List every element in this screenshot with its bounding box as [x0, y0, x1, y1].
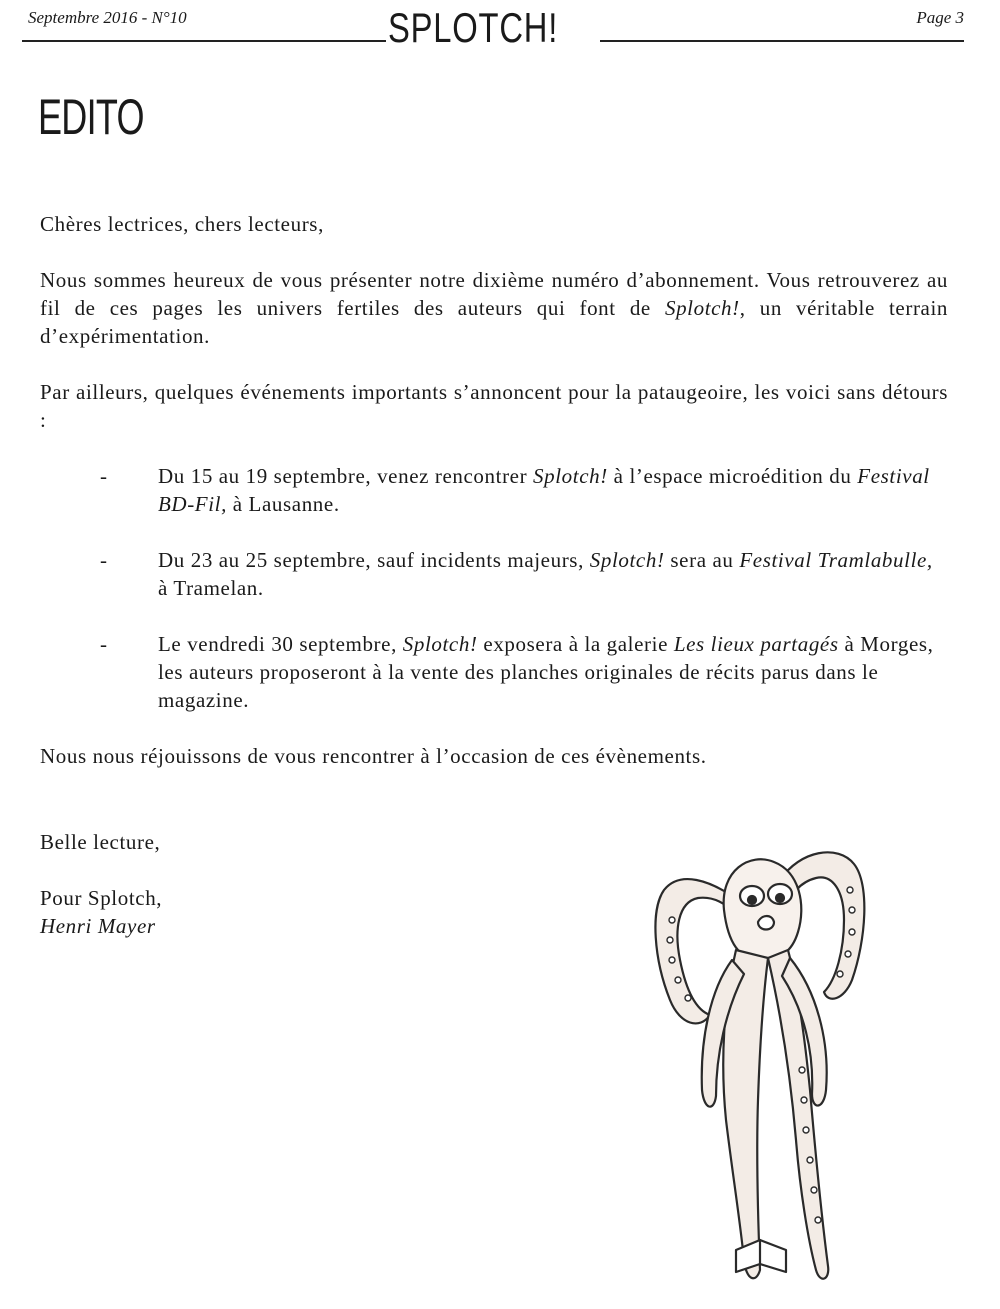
- paragraph-events: Par ailleurs, quelques événements importants s’annoncent pour la pataugeoire, les voici sans détours :: [40, 380, 948, 432]
- logo-text: SPLOTCH!: [388, 4, 559, 51]
- paragraph-intro-text-b: , un véritable terrain d’expérimentation.: [40, 296, 948, 348]
- bullet-dash: -: [100, 548, 108, 572]
- page-title: EDITO: [38, 89, 144, 145]
- greeting: Chères lectrices, chers lecteurs,: [40, 212, 324, 236]
- page-number: Page 3: [916, 8, 964, 27]
- event-text: sera au: [664, 548, 740, 572]
- paragraph-intro: [40, 266, 948, 350]
- event-venue: Festival Tramlabulle,: [739, 548, 933, 572]
- sign-off-line: Pour Splotch,: [40, 886, 163, 910]
- sign-off-block: [40, 884, 162, 940]
- list-item: [40, 630, 948, 714]
- event-venue: Les lieux partagés: [673, 632, 839, 656]
- bullet-dash: -: [100, 632, 108, 656]
- event-text: à Tramelan.: [158, 576, 264, 600]
- event-text: à Lausanne.: [226, 492, 340, 516]
- paragraph-closing: Nous nous réjouissons de vous rencontrer à l’occasion de ces évènements.: [40, 744, 707, 768]
- event-text: Du 23 au 25 septembre, sauf incidents majeurs,: [158, 548, 590, 572]
- splotch-logo: [388, 4, 598, 64]
- paragraph-intro-text-a: Nous sommes heureux de vous présenter notre dixième numéro d’abonnement. Vous retrouverez au fil de ces pages les univers fertiles des auteurs qui font de: [40, 268, 948, 320]
- event-text: à l’espace microédition du: [607, 464, 858, 488]
- event-text: à Morges, les auteurs proposeront à la vente des planches originales de récits parus dans le magazine.: [158, 632, 934, 712]
- event-text: Du 15 au 19 septembre, venez rencontrer: [158, 464, 534, 488]
- events-list: [40, 462, 948, 714]
- author-name: Henri Mayer: [40, 914, 156, 938]
- issue-info: Septembre 2016 - N°10: [28, 8, 187, 27]
- event-text: Le vendredi 30 septembre,: [158, 632, 403, 656]
- bullet-dash: -: [100, 464, 108, 488]
- sign-off-line: Belle lecture,: [40, 830, 161, 854]
- magazine-name: Splotch!: [533, 464, 608, 488]
- magazine-name: Splotch!: [664, 296, 740, 320]
- magazine-name: Splotch!: [402, 632, 478, 656]
- header-rule-left: [22, 40, 386, 42]
- list-item: [40, 462, 948, 518]
- event-text: exposera à la galerie: [477, 632, 674, 656]
- sign-off: [40, 828, 162, 968]
- magazine-name: Splotch!: [589, 548, 665, 572]
- editorial-body: [40, 210, 948, 798]
- octopus-illustration: [640, 840, 880, 1300]
- event-venue: Festival BD-Fil,: [158, 464, 930, 516]
- header-rule-right: [600, 40, 964, 42]
- list-item: [40, 546, 948, 602]
